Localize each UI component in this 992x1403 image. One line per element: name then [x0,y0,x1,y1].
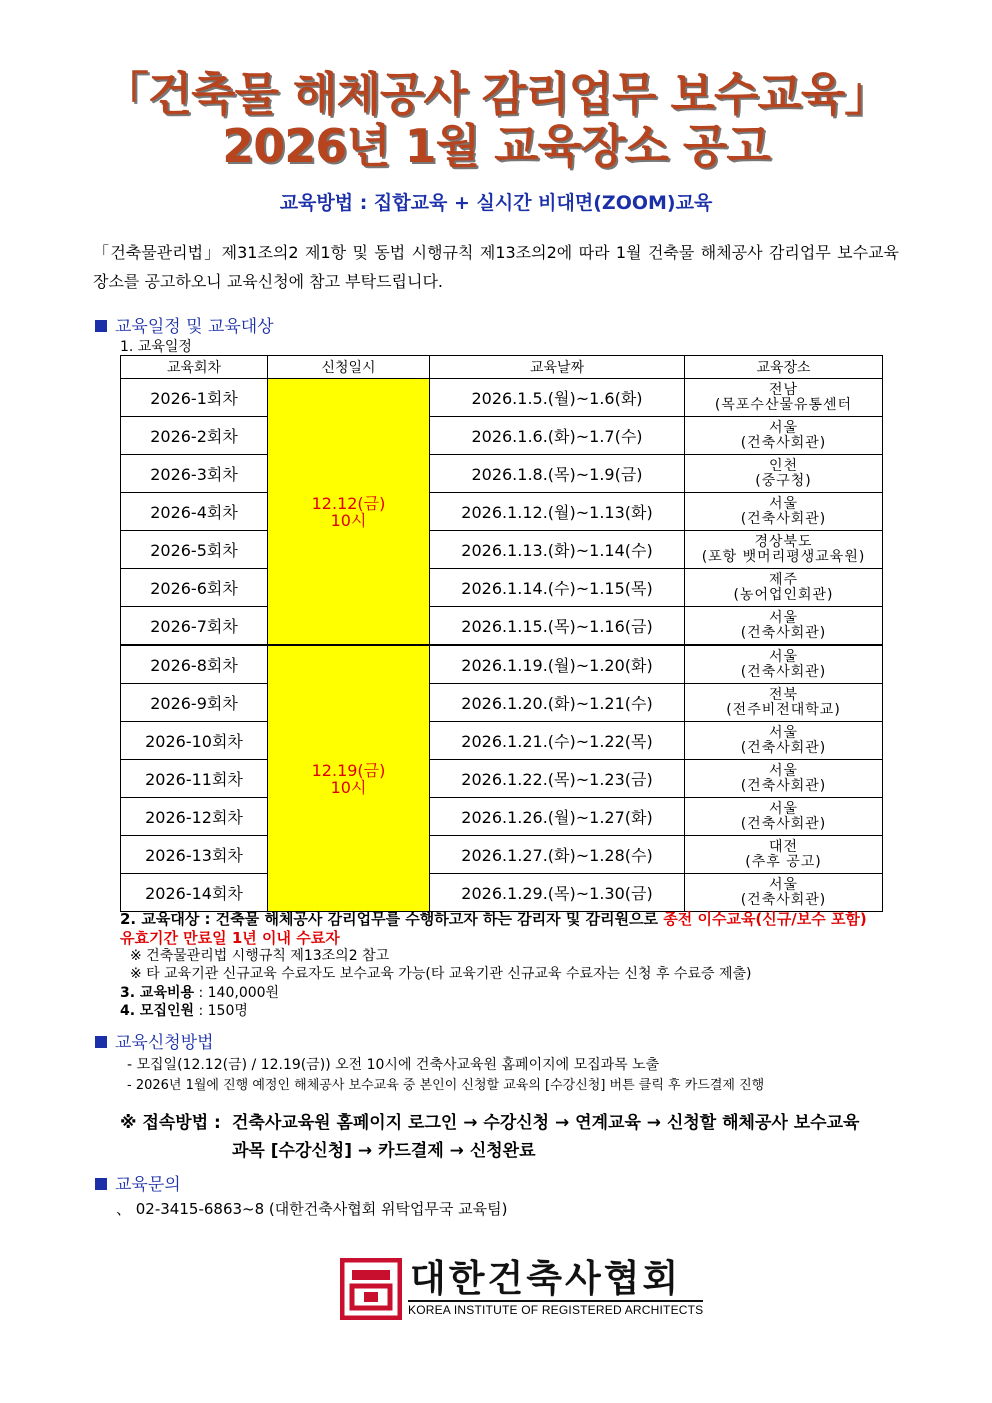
education-method: 교육방법 : 집합교육 + 실시간 비대면(ZOOM)교육 [279,192,713,214]
edu-date-cell: 2026.1.15.(목)~1.16(금) [430,607,685,646]
place-cell [685,379,883,417]
round-cell: 2026-13회차 [121,836,268,874]
place-venue: (건축사회관) [740,891,827,908]
edu-date-cell: 2026.1.20.(화)~1.21(수) [430,684,685,722]
apply-item-2: - 2026년 1월에 진행 예정인 해체공사 보수교육 중 본인이 신청할 교육의 [수강신청] 버튼 클릭 후 카드결제 진행 [127,1078,765,1093]
place-cell [685,569,883,607]
place-venue: (농어업인회관) [733,586,834,603]
place-region: 전남 [768,381,799,398]
square-bullet-icon [95,1036,107,1048]
table-row [121,607,883,646]
place-venue: (건축사회관) [740,434,827,451]
edu-date-cell: 2026.1.26.(월)~1.27(화) [430,798,685,836]
round-cell: 2026-4회차 [121,493,268,531]
apply-date: 12.12(금) [311,493,386,513]
col-header-apply: 신청일시 [268,356,430,379]
place-venue: (건축사회관) [740,739,827,756]
place-venue: (건축사회관) [740,815,827,832]
round-cell: 2026-8회차 [121,645,268,684]
schedule-table [120,355,883,912]
place-cell [685,417,883,455]
section-heading-contact [95,1170,181,1195]
place-venue: (건축사회관) [740,777,827,794]
col-header-round: 교육회차 [121,356,268,379]
edu-date-cell: 2026.1.27.(화)~1.28(수) [430,836,685,874]
people-value: : 150명 [194,1003,248,1019]
section-heading-text: 교육일정 및 교육대상 [115,317,274,337]
intro-paragraph: 「건축물관리법」제31조의2 제1항 및 동법 시행규칙 제13조의2에 따라 1월 건축물 해체공사 감리업무 보수교육 장소를 공고하오니 교육신청에 참고 부탁드립니다. [93,243,899,291]
apply-date: 12.19(금) [311,760,386,780]
place-region: 서울 [768,648,799,665]
cost-label: 3. 교육비용 [120,985,195,1001]
edu-date-cell: 2026.1.5.(월)~1.6(화) [430,379,685,417]
place-cell [685,798,883,836]
place-region: 경상북도 [754,533,813,550]
place-region: 서울 [768,762,799,779]
place-venue: (포항 뱃머리평생교육원) [701,548,866,565]
place-cell [685,874,883,912]
table-row [121,722,883,760]
place-cell [685,760,883,798]
target-prefix: 2. 교육대상 : 건축물 해체공사 감리업무를 수행하고자 하는 감리자 및 감리원으로 [120,910,664,928]
round-cell: 2026-5회차 [121,531,268,569]
table-row [121,493,883,531]
place-venue: (전주비전대학교) [726,701,841,718]
round-cell: 2026-11회차 [121,760,268,798]
apply-time: 10시 [330,777,367,797]
place-cell [685,684,883,722]
edu-date-cell: 2026.1.19.(월)~1.20(화) [430,645,685,684]
round-cell: 2026-10회차 [121,722,268,760]
place-region: 서울 [768,876,799,893]
round-cell: 2026-6회차 [121,569,268,607]
place-cell [685,493,883,531]
people-label: 4. 모집인원 [120,1003,195,1019]
col-header-place: 교육장소 [685,356,883,379]
place-venue: (건축사회관) [740,624,827,641]
table-row [121,569,883,607]
place-cell [685,455,883,493]
cost-value: : 140,000원 [194,985,280,1001]
round-cell: 2026-1회차 [121,379,268,417]
org-name: 대한건축사협회 [410,1257,682,1300]
place-venue: (중구청) [755,472,812,489]
access-line-2: 과목 [수강신청] → 카드결제 → 신청완료 [232,1141,536,1161]
place-region: 서울 [768,724,799,741]
place-region: 서울 [768,495,799,512]
contact-line: 、 02-3415-6863~8 (대한건축사협회 위탁업무국 교육팀) [116,1200,508,1218]
table-row [121,684,883,722]
note-other-institution: ※ 타 교육기관 신규교육 수료자도 보수교육 가능(타 교육기관 신규교육 수료자는 신청 후 수료증 제출) [130,966,752,982]
place-venue: (추후 공고) [745,853,822,870]
place-venue: (건축사회관) [740,663,827,680]
kira-logo-icon [340,1258,402,1320]
place-venue: (목포수산물유통센터 [714,396,853,413]
table-row [121,417,883,455]
people-line [120,1002,248,1020]
round-cell: 2026-7회차 [121,607,268,646]
cost-line [120,984,279,1002]
edu-date-cell: 2026.1.21.(수)~1.22(목) [430,722,685,760]
square-bullet-icon [95,320,107,332]
table-row [121,760,883,798]
table-row [121,798,883,836]
target-line [120,910,920,928]
section-heading-text: 교육신청방법 [115,1033,214,1053]
table-row [121,836,883,874]
place-cell [685,531,883,569]
org-english: KOREA INSTITUTE OF REGISTERED ARCHITECTS [408,1300,703,1317]
edu-date-cell: 2026.1.14.(수)~1.15(목) [430,569,685,607]
place-region: 대전 [768,838,799,855]
section-heading-text: 교육문의 [115,1175,181,1195]
round-cell: 2026-14회차 [121,874,268,912]
target-highlight-1: 종전 이수교육(신규/보수 포함) [663,910,867,928]
place-cell [685,722,883,760]
apply-date-cell [268,645,430,912]
square-bullet-icon [95,1178,107,1190]
place-region: 전북 [768,686,799,703]
place-region: 인천 [768,457,799,474]
table-row [121,874,883,912]
edu-date-cell: 2026.1.22.(목)~1.23(금) [430,760,685,798]
page-title-line1: 「건축물 해체공사 감리업무 보수교육」 [102,67,890,121]
place-region: 서울 [768,800,799,817]
place-venue: (건축사회관) [740,510,827,527]
place-region: 서울 [768,419,799,436]
access-line-1: 건축사교육원 홈페이지 로그인 → 수강신청 → 연계교육 → 신청할 해체공사 보수교육 [232,1113,860,1133]
place-region: 서울 [768,609,799,626]
page-title-line2: 2026년 1월 교육장소 공고 [222,119,770,173]
edu-date-cell: 2026.1.6.(화)~1.7(수) [430,417,685,455]
apply-time: 10시 [330,510,367,530]
apply-item-1: - 모집일(12.12(금) / 12.19(금)) 오전 10시에 건축사교육원 홈페이지에 모집과목 노출 [127,1057,660,1073]
access-label: ※ 접속방법 : [120,1113,221,1133]
table-row [121,645,883,684]
round-cell: 2026-3회차 [121,455,268,493]
table-row [121,379,883,417]
note-law: ※ 건축물관리법 시행규칙 제13조의2 참고 [130,948,390,964]
edu-date-cell: 2026.1.8.(목)~1.9(금) [430,455,685,493]
place-region: 제주 [768,571,799,588]
round-cell: 2026-2회차 [121,417,268,455]
place-cell [685,645,883,684]
edu-date-cell: 2026.1.13.(화)~1.14(수) [430,531,685,569]
place-cell [685,836,883,874]
col-header-date: 교육날짜 [430,356,685,379]
table-row [121,455,883,493]
edu-date-cell: 2026.1.12.(월)~1.13(화) [430,493,685,531]
round-cell: 2026-9회차 [121,684,268,722]
target-highlight-2: 유효기간 만료일 1년 이내 수료자 [120,929,340,947]
section-heading-apply [95,1028,214,1053]
section-heading-schedule [95,312,274,337]
apply-date-cell [268,379,430,646]
table-row [121,531,883,569]
edu-date-cell: 2026.1.29.(목)~1.30(금) [430,874,685,912]
place-cell [685,607,883,646]
subheading-schedule: 1. 교육일정 [120,339,192,355]
round-cell: 2026-12회차 [121,798,268,836]
